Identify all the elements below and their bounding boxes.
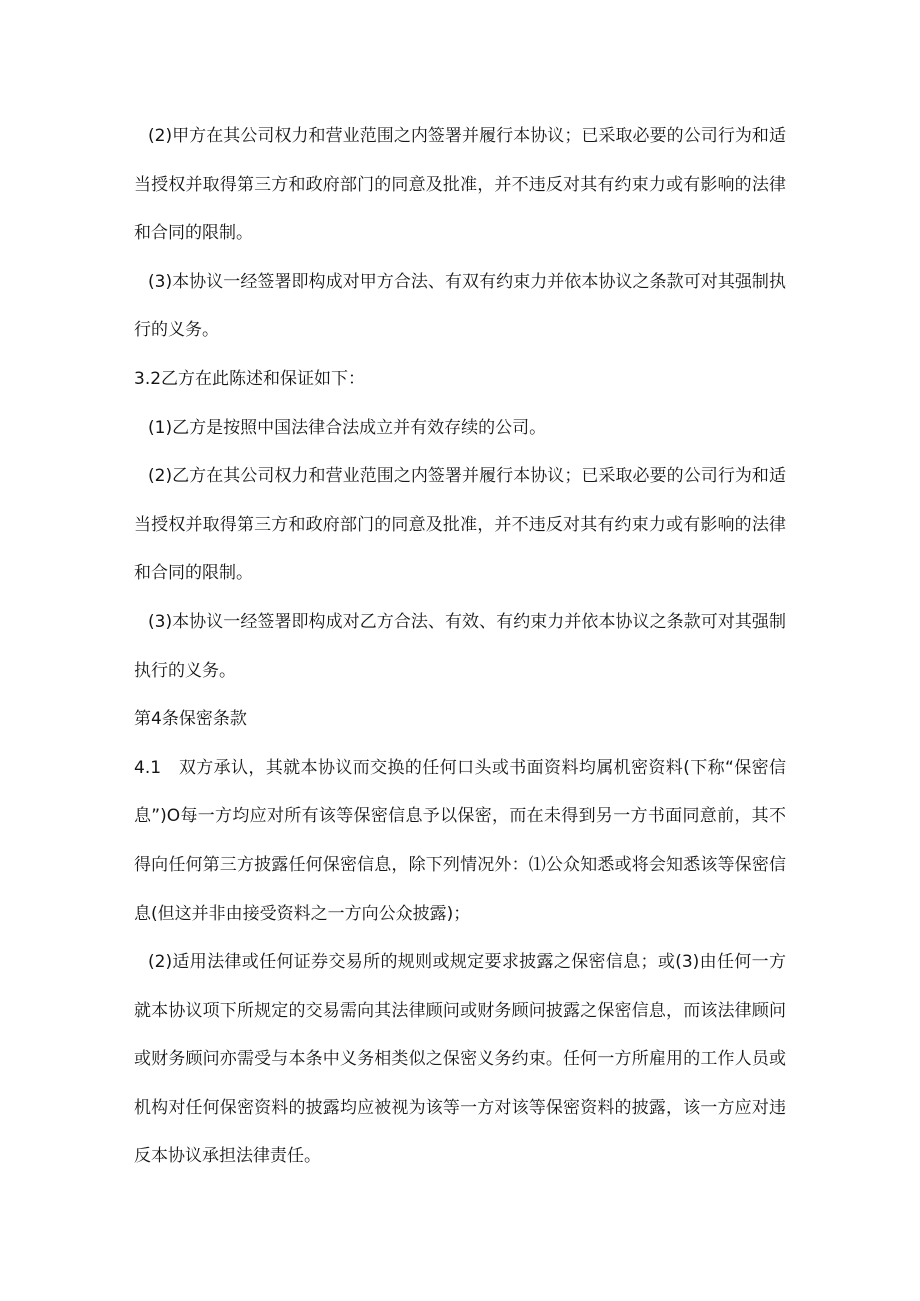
section-3-2-heading: 3.2乙方在此陈述和保证如下： xyxy=(134,368,366,389)
paragraph-party-b-established: (1)乙方是按照中国法律合法成立并有效存续的公司。 xyxy=(148,417,547,438)
paragraph-party-a-binding: (3)本协议一经签署即构成对甲方合法、有双有约束力并依本协议之条款可对其强制执行的义务。 xyxy=(134,271,786,341)
document-body xyxy=(134,112,786,1181)
paragraph-party-b-authority: (2)乙方在其公司权力和营业范围之内签署并履行本协议；已采取必要的公司行为和适当授权并取得第三方和政府部门的同意及批准，并不违反对其有约束力或有影响的法律和合同的限制。 xyxy=(134,466,786,584)
paragraph-party-a-authority: (2)甲方在其公司权力和营业范围之内签署并履行本协议；已采取必要的公司行为和适当授权并取得第三方和政府部门的同意及批准，并不违反对其有约束力或有影响的法律和合同的限制。 xyxy=(134,126,786,244)
article-4-heading: 第4条保密条款 xyxy=(134,709,247,730)
clause-4-1: 4.1 双方承认，其就本协议而交换的任何口头或书面资料均属机密资料(下称“保密信息”)O每一方均应对所有该等保密信息予以保密，而在未得到另一方书面同意前，其不得向任何第三方披露任何保密信息，除下列情况外：⑴公众知悉或将会知悉该等保密信息(但这并非由接受资料之一方向公众披露)； xyxy=(134,757,786,924)
clause-4-1-exceptions: (2)适用法律或任何证券交易所的规则或规定要求披露之保密信息；或(3)由任何一方就本协议项下所规定的交易需向其法律顾问或财务顾问披露之保密信息，而该法律顾问或财务顾问亦需受与本条中义务相类似之保密义务约束。任何一方所雇用的工作人员或机构对任何保密资料的披露均应被视为该等一方对该等保密资料的披露，该一方应对违反本协议承担法律责任。 xyxy=(134,952,786,1167)
paragraph-party-b-binding: (3)本协议一经签署即构成对乙方合法、有效、有约束力并依本协议之条款可对其强制执行的义务。 xyxy=(134,611,786,681)
